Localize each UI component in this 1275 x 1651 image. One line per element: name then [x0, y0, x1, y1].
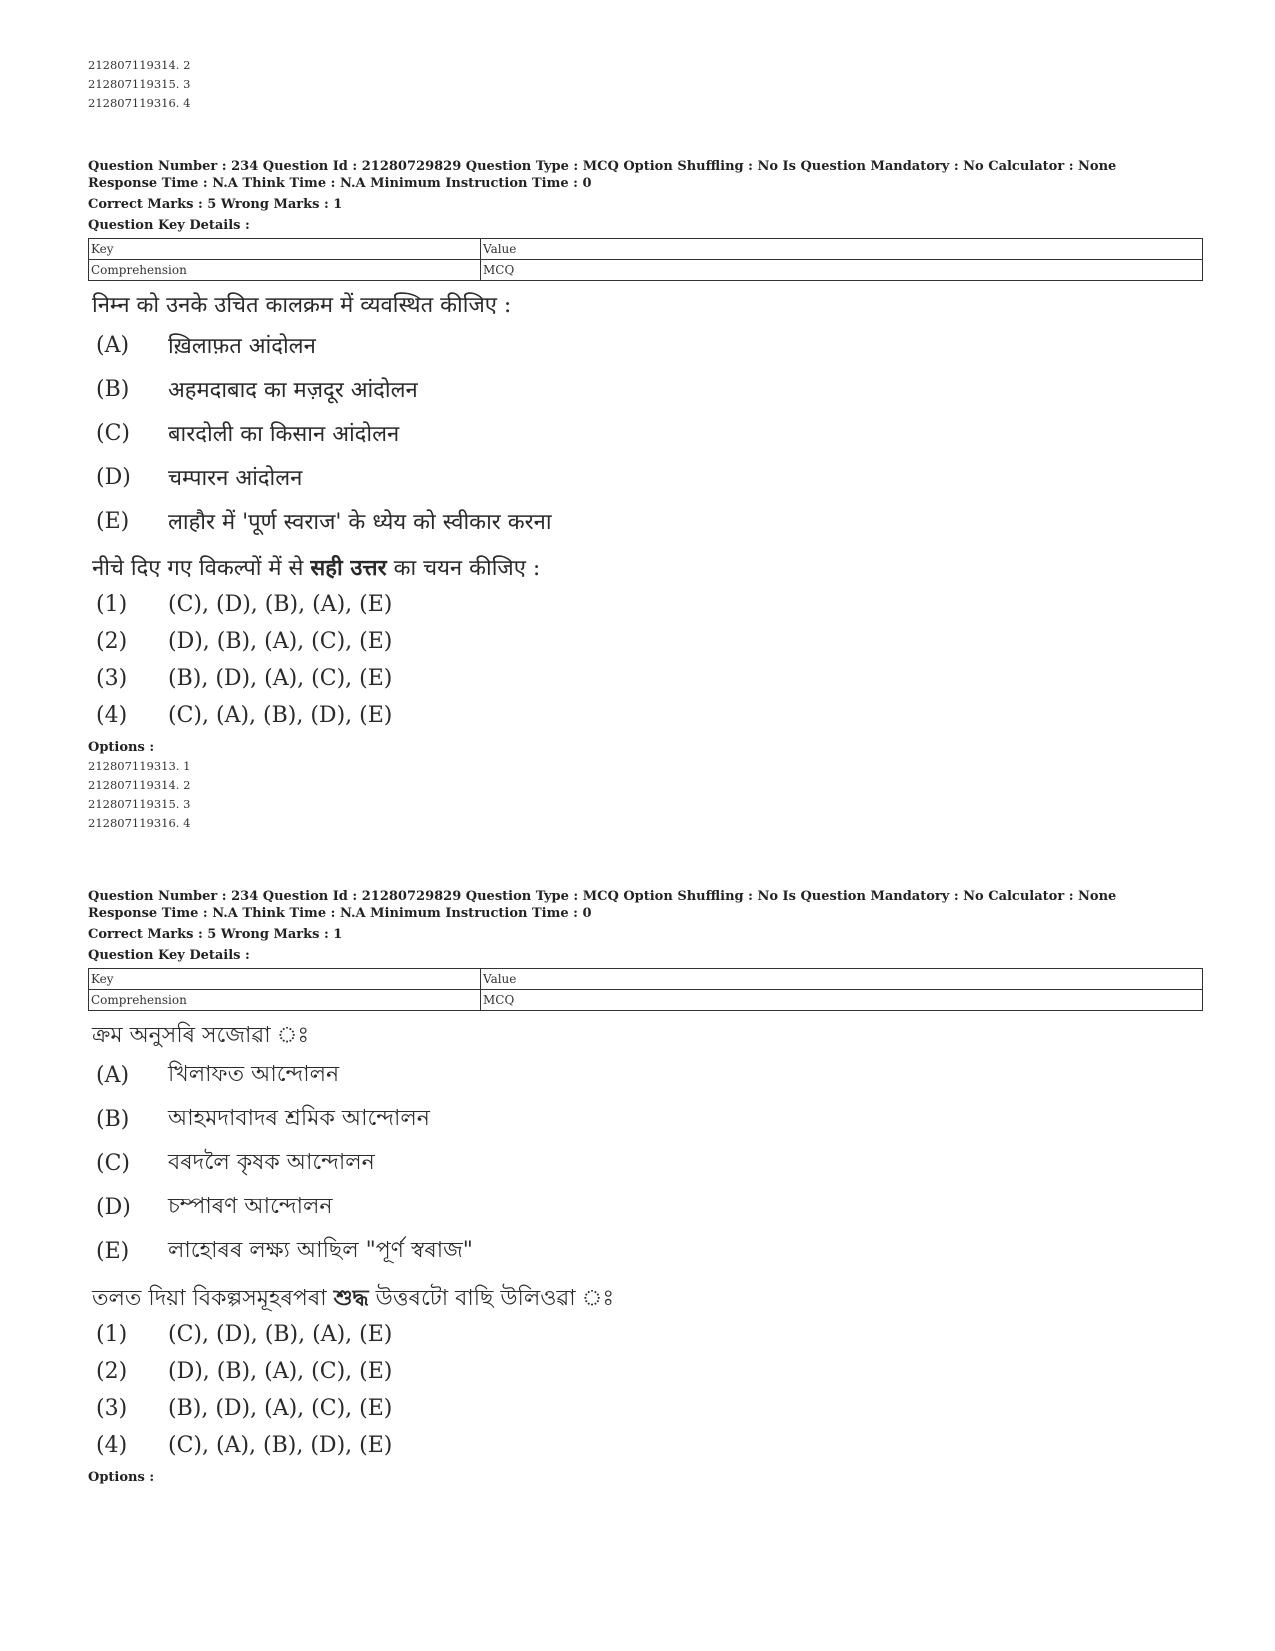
- choose-instruction: [88, 551, 1203, 586]
- question-meta-line: Response Time : N.A Think Time : N.A Minimum Instruction Time : 0: [88, 176, 592, 191]
- item-text: চম্পাৰণ আন্দোলন: [168, 1193, 333, 1219]
- option-text: (D), (B), (A), (C), (E): [168, 1359, 393, 1384]
- list-item: [88, 1097, 1203, 1141]
- list-item: [88, 455, 1203, 499]
- item-label: (E): [96, 508, 130, 534]
- item-label: (B): [96, 376, 130, 402]
- table-cell: MCQ: [481, 990, 1203, 1011]
- list-item: [88, 1141, 1203, 1185]
- list-item: [88, 1229, 1203, 1273]
- item-text: লাহোৰৰ লক্ষ্য আছিল "পূৰ্ণ স্বৰাজ": [168, 1237, 473, 1263]
- option-text: (D), (B), (A), (C), (E): [168, 629, 393, 654]
- question-block-assamese: [88, 888, 1203, 1485]
- item-label: (B): [96, 1106, 130, 1132]
- table-cell: Value: [481, 969, 1203, 990]
- item-label: (A): [96, 332, 130, 358]
- choose-instruction: [88, 1281, 1203, 1316]
- item-label: (C): [96, 1150, 130, 1176]
- instruction-text: উত্তৰটো বাছি উলিওৱা ঃ: [368, 1286, 615, 1311]
- table-cell: Value: [481, 239, 1203, 260]
- question-meta-line: Question Number : 234 Question Id : 21280729829 Question Type : MCQ Option Shuffling : No Is Question Mandatory : No Calculator : None: [88, 159, 1117, 174]
- table-row: [89, 990, 1203, 1011]
- instruction-text: नीचे दिए गए विकल्पों में से: [92, 556, 311, 581]
- table-cell: Comprehension: [89, 990, 481, 1011]
- option-id-line: 212807119316. 4: [88, 816, 191, 830]
- table-cell: MCQ: [481, 260, 1203, 281]
- key-value-table: [88, 238, 1203, 281]
- option-label: (3): [96, 1396, 128, 1421]
- option-text: (B), (D), (A), (C), (E): [168, 666, 393, 691]
- item-label: (D): [96, 1194, 131, 1220]
- instruction-bold: सही उत्तर: [310, 555, 387, 581]
- item-text: আহমদাবাদৰ শ্ৰমিক আন্দোলন: [168, 1105, 430, 1131]
- option-label: (1): [96, 592, 128, 617]
- list-item: [88, 1053, 1203, 1097]
- list-item: [88, 367, 1203, 411]
- option-label: (4): [96, 1433, 128, 1458]
- table-header-row: [89, 239, 1203, 260]
- question-title: निम्न को उनके उचित कालक्रम में व्यवस्थित कीजिए :: [92, 293, 512, 318]
- option-text: (C), (D), (B), (A), (E): [168, 592, 393, 617]
- marks-line: Correct Marks : 5 Wrong Marks : 1: [88, 927, 343, 942]
- table-row: [89, 260, 1203, 281]
- item-text: বৰদলৈ কৃষক আন্দোলন: [168, 1149, 375, 1175]
- option-text: (B), (D), (A), (C), (E): [168, 1396, 393, 1421]
- item-text: খিলাফত আন্দোলন: [168, 1061, 340, 1087]
- answer-option[interactable]: [88, 1316, 1203, 1353]
- answer-option[interactable]: [88, 660, 1203, 697]
- option-text: (C), (D), (B), (A), (E): [168, 1322, 393, 1347]
- item-text: चम्पारन आंदोलन: [168, 466, 303, 491]
- option-label: (3): [96, 666, 128, 691]
- option-id-line: 212807119315. 3: [88, 77, 191, 91]
- option-id-line: 212807119314. 2: [88, 58, 191, 72]
- answer-option[interactable]: [88, 697, 1203, 734]
- answer-option[interactable]: [88, 623, 1203, 660]
- option-ids: [88, 757, 1203, 833]
- question-block-hindi: [88, 158, 1203, 833]
- instruction-text: তলত দিয়া বিকল্পসমূহৰপৰা: [92, 1286, 334, 1311]
- option-id-line: 212807119315. 3: [88, 797, 191, 811]
- option-text: (C), (A), (B), (D), (E): [168, 703, 393, 728]
- option-id-line: 212807119313. 1: [88, 759, 191, 773]
- list-item: [88, 1185, 1203, 1229]
- marks-line: Correct Marks : 5 Wrong Marks : 1: [88, 197, 343, 212]
- item-label: (A): [96, 1062, 130, 1088]
- option-label: (4): [96, 703, 128, 728]
- option-label: (2): [96, 629, 128, 654]
- table-cell: Comprehension: [89, 260, 481, 281]
- item-text: लाहौर में 'पूर्ण स्वराज' के ध्येय को स्वीकार करना: [168, 510, 552, 535]
- answer-option[interactable]: [88, 1353, 1203, 1390]
- key-details-label: Question Key Details :: [88, 948, 250, 963]
- item-label: (E): [96, 1238, 130, 1264]
- item-label: (C): [96, 420, 130, 446]
- option-id-line: 212807119314. 2: [88, 778, 191, 792]
- list-item: [88, 323, 1203, 367]
- option-id-line: 212807119316. 4: [88, 96, 191, 110]
- question-meta-line: Response Time : N.A Think Time : N.A Minimum Instruction Time : 0: [88, 906, 592, 921]
- item-text: बारदोली का किसान आंदोलन: [168, 422, 400, 447]
- item-label: (D): [96, 464, 131, 490]
- option-text: (C), (A), (B), (D), (E): [168, 1433, 393, 1458]
- key-value-table: [88, 968, 1203, 1011]
- question-title: ক্ৰম অনুসৰি সজোৱা ঃ: [92, 1023, 310, 1048]
- list-item: [88, 411, 1203, 455]
- table-header-row: [89, 969, 1203, 990]
- table-cell: Key: [89, 239, 481, 260]
- previous-option-ids: [88, 56, 190, 113]
- options-label: Options :: [88, 1470, 155, 1485]
- option-label: (2): [96, 1359, 128, 1384]
- answer-option[interactable]: [88, 586, 1203, 623]
- item-text: ख़िलाफ़त आंदोलन: [168, 334, 316, 359]
- instruction-bold: শুদ্ধ: [333, 1285, 369, 1311]
- option-label: (1): [96, 1322, 128, 1347]
- table-cell: Key: [89, 969, 481, 990]
- options-label: Options :: [88, 740, 155, 755]
- answer-option[interactable]: [88, 1390, 1203, 1427]
- instruction-text: का चयन कीजिए :: [386, 556, 541, 581]
- answer-option[interactable]: [88, 1427, 1203, 1464]
- key-details-label: Question Key Details :: [88, 218, 250, 233]
- list-item: [88, 499, 1203, 543]
- question-meta-line: Question Number : 234 Question Id : 21280729829 Question Type : MCQ Option Shuffling : No Is Question Mandatory : No Calculator : None: [88, 889, 1117, 904]
- item-text: अहमदाबाद का मज़दूर आंदोलन: [168, 378, 418, 403]
